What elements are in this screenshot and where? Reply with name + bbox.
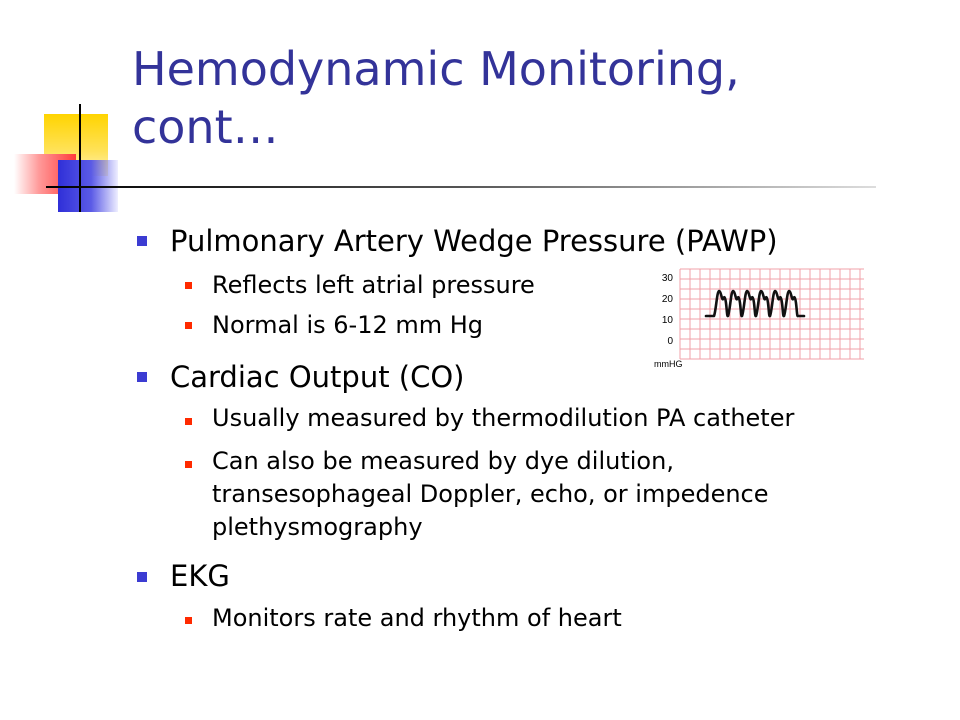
decorative-vertical-line <box>79 104 81 212</box>
waveform-grid <box>680 269 864 359</box>
bullet-marker-level1 <box>137 372 147 382</box>
sub-bullet-rate-rhythm: Monitors rate and rhythm of heart <box>212 604 622 632</box>
sub-bullet-marker <box>185 282 192 289</box>
sub-bullet-marker <box>185 617 192 624</box>
sub-bullet-marker <box>185 418 192 425</box>
sub-bullet-dye-dilution-cont2: plethysmography <box>212 513 423 541</box>
slide-title-line-1: Hemodynamic Monitoring, <box>132 42 740 96</box>
sub-bullet-thermodilution: Usually measured by thermodilution PA catheter <box>212 404 795 432</box>
sub-bullet-dye-dilution-cont1: transesophageal Doppler, echo, or impedence <box>212 480 769 508</box>
waveform-unit-label: mmHG <box>654 359 683 369</box>
sub-bullet-dye-dilution: Can also be measured by dye dilution, <box>212 447 674 475</box>
waveform-trace <box>706 291 804 316</box>
waveform-y-tick: 30 <box>661 273 673 284</box>
bullet-pawp: Pulmonary Artery Wedge Pressure (PAWP) <box>170 224 778 258</box>
bullet-marker-level1 <box>137 236 147 246</box>
bullet-marker-level1 <box>137 572 147 582</box>
waveform-y-tick: 0 <box>667 336 673 347</box>
sub-bullet-normal-range: Normal is 6-12 mm Hg <box>212 311 484 339</box>
sub-bullet-marker <box>185 322 192 329</box>
bullet-ekg: EKG <box>170 559 230 593</box>
pawp-waveform-svg <box>648 267 868 371</box>
bullet-cardiac-output: Cardiac Output (CO) <box>170 360 465 394</box>
title-underline <box>46 186 876 188</box>
slide-title <box>132 40 912 156</box>
pawp-waveform-image <box>648 267 868 371</box>
sub-bullet-left-atrial: Reflects left atrial pressure <box>212 271 535 299</box>
sub-bullet-marker <box>185 461 192 468</box>
waveform-y-tick: 10 <box>661 315 673 326</box>
waveform-y-tick: 20 <box>661 294 673 305</box>
slide-title-line-2: cont… <box>132 100 279 154</box>
